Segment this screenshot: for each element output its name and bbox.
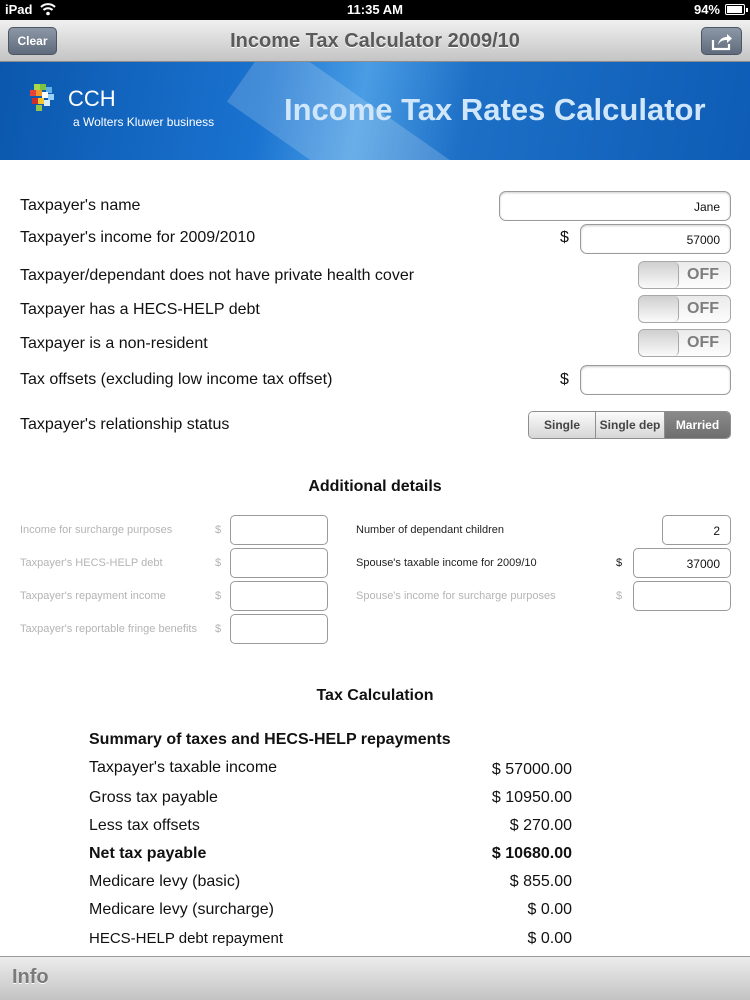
income-currency: $ — [560, 229, 569, 246]
spouse-surcharge-label: Spouse's income for surcharge purposes — [356, 590, 556, 602]
app-banner — [0, 62, 750, 160]
relationship-single[interactable]: Single — [529, 412, 595, 438]
summary-row-value: $ 10680.00 — [491, 845, 572, 862]
summary-row-label: Taxpayer's taxable income — [89, 759, 278, 776]
currency-symbol: $ — [616, 557, 623, 569]
summary-row-value: $ 855.00 — [509, 873, 572, 890]
toggle-knob — [639, 330, 679, 356]
currency-symbol: $ — [215, 623, 222, 635]
offsets-input[interactable] — [580, 365, 731, 395]
surcharge-income-label: Income for surcharge purposes — [20, 524, 173, 536]
banner-title: Income Tax Rates Calculator — [284, 92, 706, 127]
health-cover-toggle[interactable] — [638, 261, 731, 289]
toggle-state: OFF — [687, 300, 719, 317]
dependant-children-label: Number of dependant children — [356, 524, 504, 536]
toggle-state: OFF — [687, 266, 719, 283]
toggle-knob — [639, 296, 679, 322]
income-input[interactable]: 57000 — [580, 224, 731, 254]
hecs-toggle[interactable] — [638, 295, 731, 323]
spouse-income-label: Spouse's taxable income for 2009/10 — [356, 557, 537, 569]
income-label: Taxpayer's income for 2009/2010 — [20, 229, 256, 246]
hecs-debt-input[interactable] — [230, 548, 328, 578]
summary-row-value: $ 0.00 — [527, 930, 572, 947]
relationship-single-dep[interactable]: Single dep — [595, 412, 664, 438]
repayment-income-input[interactable] — [230, 581, 328, 611]
summary-row-label: Less tax offsets — [89, 817, 200, 834]
info-button[interactable]: Info — [12, 966, 49, 988]
fringe-benefits-label: Taxpayer's reportable fringe benefits — [20, 623, 197, 635]
offsets-currency: $ — [560, 371, 569, 388]
summary-row-label: HECS-HELP debt repayment — [89, 930, 283, 947]
spouse-income-input[interactable]: 37000 — [633, 548, 731, 578]
share-button[interactable] — [701, 27, 742, 55]
hecs-label: Taxpayer has a HECS-HELP debt — [20, 301, 260, 318]
name-label: Taxpayer's name — [20, 197, 141, 214]
logo-text: CCH — [68, 86, 116, 111]
summary-row-label: Gross tax payable — [89, 789, 218, 806]
currency-symbol: $ — [616, 590, 623, 602]
currency-symbol: $ — [215, 590, 222, 602]
cch-logo — [30, 82, 240, 142]
name-input[interactable]: Jane — [499, 191, 731, 221]
currency-symbol: $ — [215, 524, 222, 536]
carrier-label: iPad — [5, 2, 33, 17]
summary-row-value: $ 270.00 — [509, 817, 572, 834]
non-resident-toggle[interactable] — [638, 329, 731, 357]
relationship-segmented-control — [528, 411, 731, 439]
toggle-knob — [639, 262, 679, 288]
summary-title: Summary of taxes and HECS-HELP repayments — [89, 731, 451, 748]
battery-icon — [725, 4, 745, 15]
tax-calculation-heading: Tax Calculation — [316, 687, 434, 704]
toggle-state: OFF — [687, 334, 719, 351]
non-resident-label: Taxpayer is a non-resident — [20, 335, 208, 352]
logo-tagline: a Wolters Kluwer business — [73, 115, 215, 129]
relationship-label: Taxpayer's relationship status — [20, 416, 230, 433]
battery-percent: 94% — [693, 2, 720, 17]
clock-time: 11:35 AM — [347, 2, 403, 17]
health-cover-label: Taxpayer/dependant does not have private health cover — [20, 267, 415, 284]
surcharge-income-input[interactable] — [230, 515, 328, 545]
summary-row-label: Net tax payable — [89, 845, 207, 862]
additional-details-heading: Additional details — [308, 478, 442, 495]
status-bar — [0, 0, 750, 20]
share-icon — [710, 32, 734, 52]
summary-row-value: $ 57000.00 — [491, 761, 572, 778]
spouse-surcharge-input[interactable] — [633, 581, 731, 611]
relationship-married[interactable]: Married — [664, 412, 730, 438]
logo-mosaic-icon — [30, 84, 64, 114]
summary-row-label: Medicare levy (basic) — [89, 873, 241, 890]
summary-row-label: Medicare levy (surcharge) — [89, 901, 274, 918]
dependant-children-input[interactable]: 2 — [662, 515, 731, 545]
fringe-benefits-input[interactable] — [230, 614, 328, 644]
hecs-debt-label: Taxpayer's HECS-HELP debt — [20, 557, 163, 569]
clear-button[interactable]: Clear — [8, 27, 57, 55]
bottom-toolbar — [0, 956, 750, 1000]
page-title: Income Tax Calculator 2009/10 — [230, 30, 520, 52]
offsets-label: Tax offsets (excluding low income tax offset) — [20, 371, 333, 388]
summary-row-value: $ 10950.00 — [491, 789, 572, 806]
repayment-income-label: Taxpayer's repayment income — [20, 590, 166, 602]
summary-row-value: $ 0.00 — [527, 901, 572, 918]
currency-symbol: $ — [215, 557, 222, 569]
navigation-bar — [0, 20, 750, 62]
